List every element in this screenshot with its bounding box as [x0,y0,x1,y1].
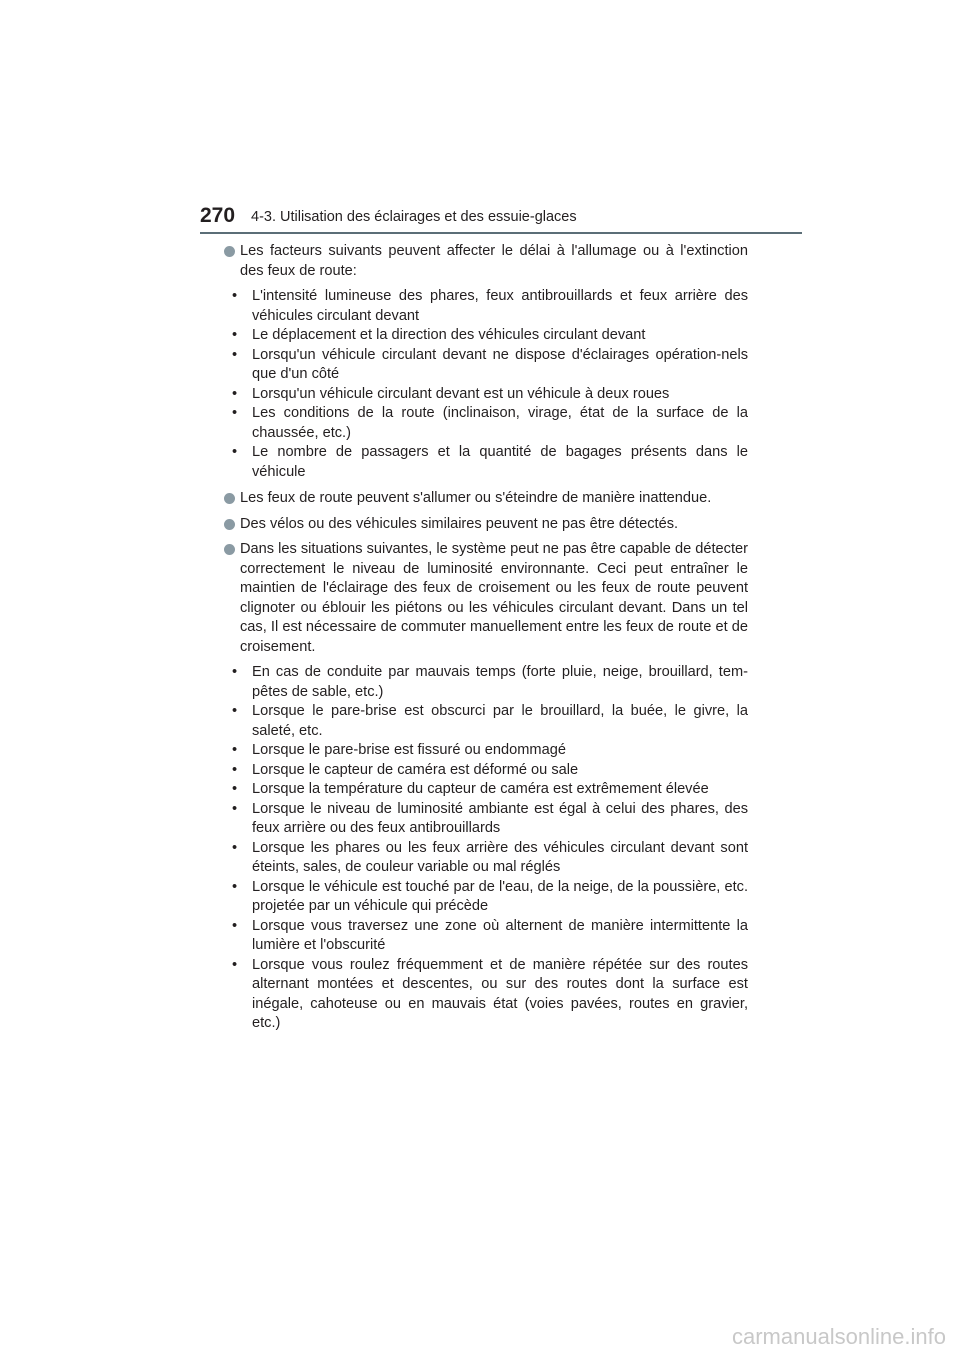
list-item [222,663,748,702]
bullet-dot-icon: • [232,703,238,719]
list-item [222,287,748,326]
bullet-circle-icon [224,519,235,530]
list-item [222,956,748,1034]
list-item [222,761,748,781]
paragraph [222,242,748,281]
list-item [222,346,748,385]
list-item [222,878,748,917]
bullet-dot-icon: • [232,800,238,817]
list-item [222,702,748,741]
list-item-text: Lorsque la température du capteur de caméra est extrêmement élevée [252,781,709,797]
list-item [222,800,748,839]
page-header [200,204,802,236]
bullet-circle-icon [224,544,235,555]
list-item [222,385,748,405]
paragraph-text: Des vélos ou des véhicules similaires peuvent ne pas être détectés. [240,515,679,532]
bullet-dot-icon: • [232,761,238,778]
list-item [222,326,748,346]
list-item-text: Le nombre de passagers et la quantité de bagages présents dans le véhicule [252,444,748,480]
header-rule [200,232,802,234]
watermark: carmanualsonline.info [731,1324,946,1349]
list-item-text: Lorsque le pare-brise est obscurci par le brouillard, la buée, le givre, la saleté, etc. [252,703,748,739]
paragraph-text: Les feux de route peuvent s'allumer ou s'éteindre de manière inattendue. [240,490,712,506]
bullet-dot-icon: • [232,288,238,304]
bullet-circle-icon [224,246,235,257]
list-item-text: Lorsque le niveau de luminosité ambiante est égal à celui des phares, des feux arrière ou des feux antibrouillards [252,800,748,836]
bullet-dot-icon: • [232,917,238,934]
page-content [222,242,748,1041]
bullet-dot-icon: • [232,327,238,343]
sub-list [222,287,748,482]
bullet-dot-icon: • [232,781,238,797]
page-number: 270 [200,204,236,227]
list-item [222,404,748,443]
bullet-dot-icon: • [232,742,238,758]
bullet-circle-icon [224,493,235,504]
list-item-text: Lorsque le capteur de caméra est déformé ou sale [252,761,579,778]
list-item [222,443,748,482]
list-item-text: Lorsqu'un véhicule circulant devant est un véhicule à deux roues [252,385,670,402]
list-item [222,780,748,800]
paragraph [222,515,748,535]
list-item [222,917,748,956]
bullet-dot-icon: • [232,664,238,680]
list-item-text: Lorsque vous traversez une zone où alternent de manière intermittente la lumière et l'obscurité [252,917,748,953]
paragraph-text: Les facteurs suivants peuvent affecter le délai à l'allumage ou à l'extinction des feux de route: [240,243,748,279]
bullet-dot-icon: • [232,405,238,421]
list-item [222,741,748,761]
list-item-text: Lorsque le pare-brise est fissuré ou endommagé [252,742,566,758]
list-item-text: Lorsqu'un véhicule circulant devant ne dispose d'éclairages opération-nels que d'un côté [252,346,748,382]
list-item-text: L'intensité lumineuse des phares, feux antibrouillards et feux arrière des véhicules circulant devant [252,288,748,324]
paragraph-text: Dans les situations suivantes, le système peut ne pas être capable de détecter correctement le niveau de luminosité environnante. Ceci peut entraîner le maintien de l'éclairage des feux de croisement ou les feux de route peuvent clignoter ou éblouir les piétons ou les véhicules circulant devant. Dans un tel cas, Il est nécessaire de commuter manuellement entre les feux de route et de croisement. [240,541,748,655]
section-title: 4-3. Utilisation des éclairages et des essuie-glaces [251,209,577,225]
bullet-dot-icon: • [232,385,238,402]
paragraph [222,540,748,657]
list-item-text: Lorsque les phares ou les feux arrière des véhicules circulant devant sont éteints, sales, de couleur variable ou mal réglés [252,839,748,875]
list-item-text: En cas de conduite par mauvais temps (forte pluie, neige, brouillard, tem-pêtes de sable, etc.) [252,664,748,700]
list-item [222,839,748,878]
list-item-text: Lorsque vous roulez fréquemment et de manière répétée sur des routes alternant montées et descentes, ou sur des routes dont la surface est inégale, cahoteuse ou en mauvais état (voies pavées, routes en gravier, etc.) [252,956,748,1031]
sub-list [222,663,748,1034]
bullet-dot-icon: • [232,346,238,363]
bullet-dot-icon: • [232,956,238,973]
bullet-dot-icon: • [232,878,238,895]
list-item-text: Les conditions de la route (inclinaison, virage, état de la surface de la chaussée, etc.) [252,405,748,441]
list-item-text: Le déplacement et la direction des véhicules circulant devant [252,327,646,343]
list-item-text: Lorsque le véhicule est touché par de l'eau, de la neige, de la poussière, etc. projetée par un véhicule qui précède [252,878,748,914]
bullet-dot-icon: • [232,839,238,856]
bullet-dot-icon: • [232,444,238,460]
paragraph [222,489,748,509]
